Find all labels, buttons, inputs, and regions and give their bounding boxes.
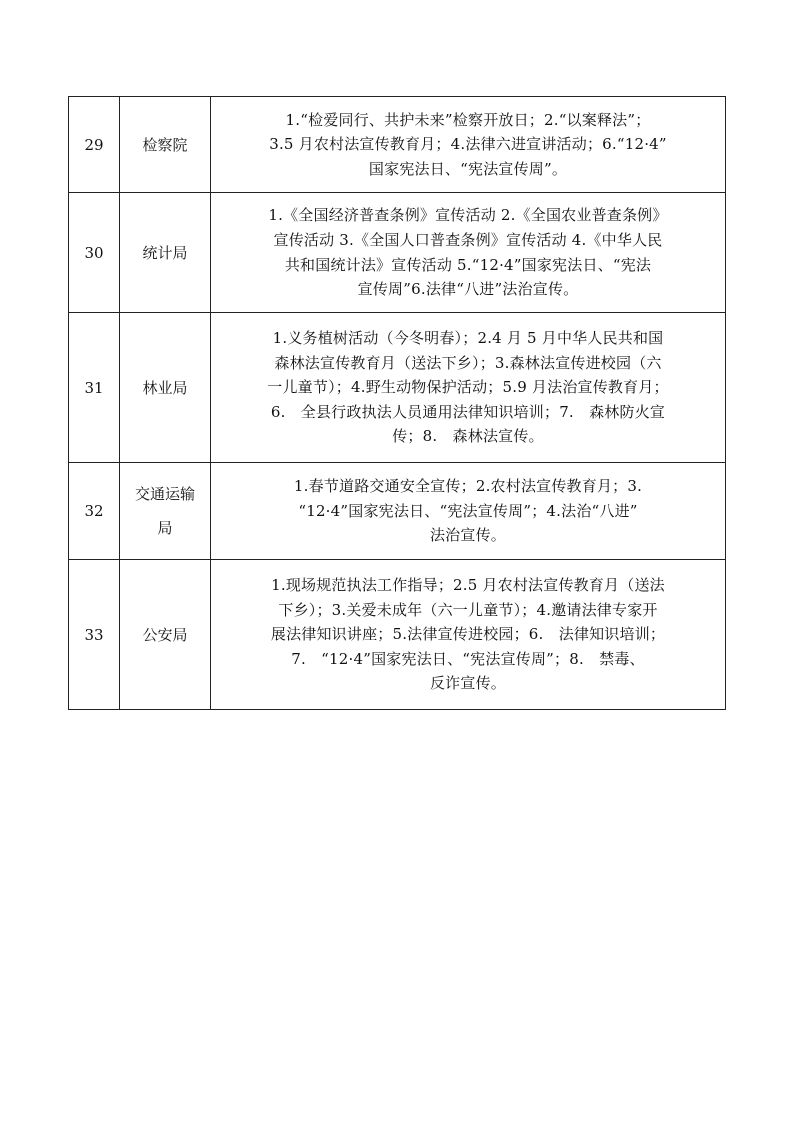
- content-line: 共和国统计法》宣传活动 5.“12·4”国家宪法日、“宪法: [284, 255, 652, 274]
- content-line: 7. “12·4”国家宪法日、“宪法宣传周”；8. 禁毒、: [291, 649, 645, 668]
- content-line: 国家宪法日、“宪法宣传周”。: [368, 159, 568, 178]
- table-row: [69, 97, 726, 193]
- content-line: 1.春节道路交通安全宣传；2.农村法宣传教育月；3.: [293, 477, 643, 496]
- activity-content: [211, 97, 726, 193]
- unit-name: [120, 463, 211, 560]
- row-number: 32: [69, 463, 120, 560]
- content-line: 宣传周”6.法律“八进”法治宣传。: [357, 280, 579, 299]
- content-line: “12·4”国家宪法日、“宪法宣传周”；4.法治“八进”: [298, 501, 638, 520]
- unit-name-line: 交通运输: [134, 485, 195, 503]
- content-line: 6. 全县行政执法人员通用法律知识培训；7. 森林防火宣: [270, 402, 666, 421]
- activity-content: [211, 463, 726, 560]
- unit-name: 统计局: [120, 193, 211, 313]
- content-line: 展法律知识讲座；5.法律宣传进校园；6. 法律知识培训；: [270, 625, 666, 644]
- table-row: [69, 313, 726, 463]
- content-line: 1.现场规范执法工作指导；2.5 月农村法宣传教育月（送法: [271, 576, 665, 595]
- unit-name-line: 局: [157, 519, 173, 537]
- activity-content: [211, 193, 726, 313]
- content-line: 宣传活动 3.《全国人口普查条例》宣传活动 4.《中华人民: [273, 230, 663, 249]
- unit-name: 公安局: [120, 560, 211, 710]
- table-row: [69, 463, 726, 560]
- row-number: 30: [69, 193, 120, 313]
- unit-name: 林业局: [120, 313, 211, 463]
- unit-name: 检察院: [120, 97, 211, 193]
- table-row: [69, 193, 726, 313]
- row-number: 31: [69, 313, 120, 463]
- content-line: 一儿童节）；4.野生动物保护活动；5.9 月法治宣传教育月；: [267, 378, 669, 397]
- content-line: 1.“检爱同行、共护未来”检察开放日；2.“以案释法”；: [285, 110, 651, 129]
- content-line: 1.《全国经济普查条例》宣传活动 2.《全国农业普查条例》: [268, 206, 668, 225]
- row-number: 29: [69, 97, 120, 193]
- content-line: 下乡）；3.关爱未成年（六一儿童节）；4.邀请法律专家开: [278, 600, 658, 619]
- activity-content: [211, 560, 726, 710]
- content-line: 1.义务植树活动（今冬明春）；2.4 月 5 月中华人民共和国: [272, 329, 664, 348]
- activity-content: [211, 313, 726, 463]
- content-line: 森林法宣传教育月（送法下乡）；3.森林法宣传进校园（六: [274, 353, 662, 372]
- content-line: 反诈宣传。: [429, 674, 506, 693]
- row-number: 33: [69, 560, 120, 710]
- content-line: 3.5 月农村法宣传教育月；4.法律六进宣讲活动；6.“12·4”: [269, 135, 667, 154]
- content-line: 传；8. 森林法宣传。: [392, 427, 544, 446]
- activity-table: [68, 96, 726, 710]
- content-line: 法治宣传。: [429, 526, 506, 545]
- table-row: [69, 560, 726, 710]
